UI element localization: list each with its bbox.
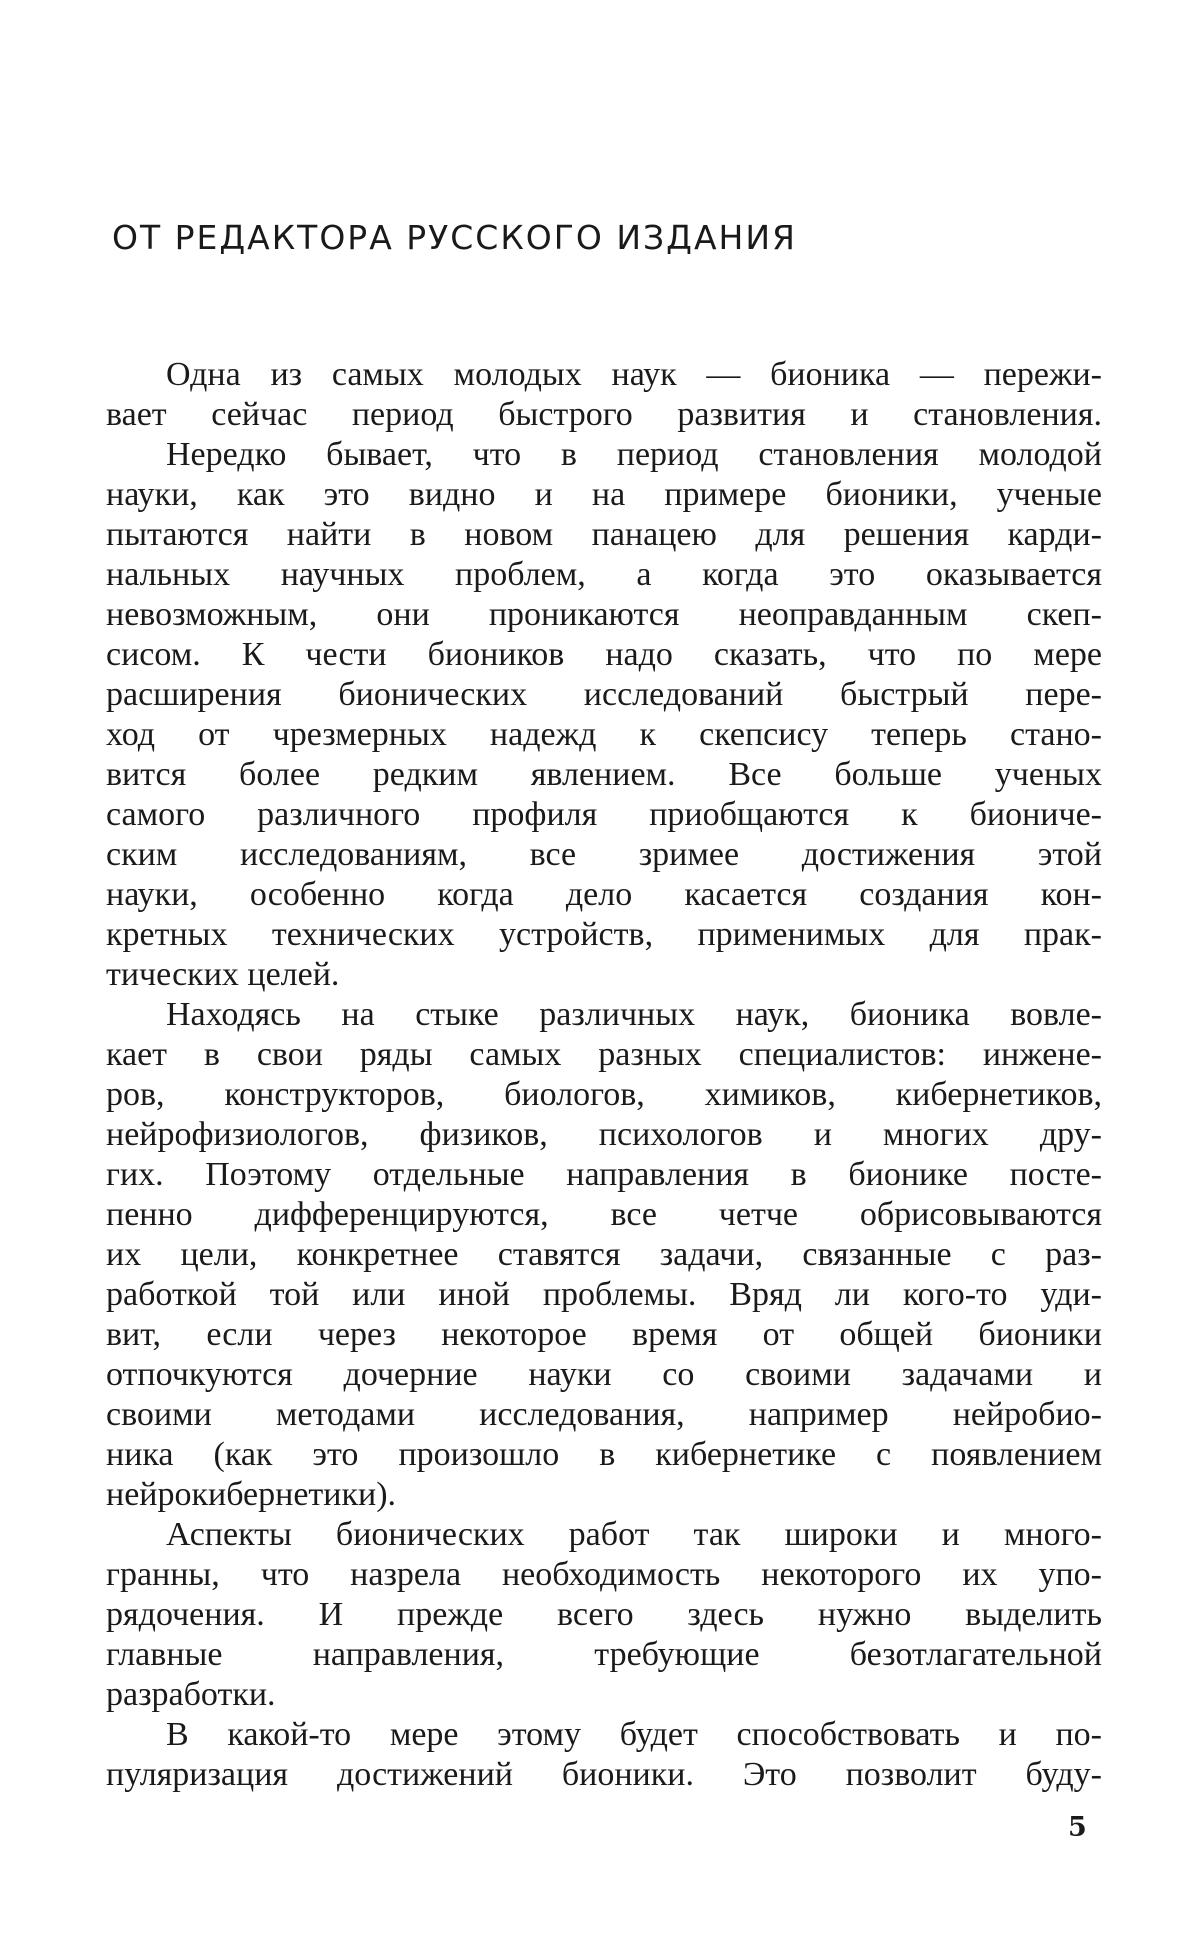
text-line: нейрофизиологов, физиков, психологов и многих дру- [106,1116,1102,1153]
text-line: рядочения. И прежде всего здесь нужно выделить [106,1596,1102,1633]
paragraph-3 [106,995,1102,1515]
text-line: Аспекты бионических работ так широки и много- [166,1516,1102,1553]
text-line: кает в свои ряды самых разных специалистов: инжене- [106,1036,1102,1073]
text-line: ника (как это произошло в кибернетике с появлением [106,1436,1102,1473]
text-line: В какой-то мере этому будет способствовать и по- [166,1716,1102,1753]
text-line: вится более редким явлением. Все больше ученых [106,756,1102,793]
text-line: гих. Поэтому отдельные направления в бионике посте- [106,1156,1102,1193]
body-text [106,355,1102,1795]
paragraph-4 [106,1515,1102,1715]
text-line: науки, особенно когда дело касается создания кон- [106,876,1102,913]
paragraph-1 [106,355,1102,435]
text-line: кретных технических устройств, применимых для прак- [106,916,1102,953]
text-line: Одна из самых молодых наук — бионика — пережи- [166,356,1102,393]
text-line: пенно дифференцируются, все четче обрисовываются [106,1196,1102,1233]
text-line: гранны, что назрела необходимость некоторого их упо- [106,1556,1102,1593]
text-line: вит, если через некоторое время от общей бионики [106,1316,1102,1353]
text-line: своими методами исследования, например нейробио- [106,1396,1102,1433]
text-line: ров, конструкторов, биологов, химиков, кибернетиков, [106,1076,1102,1113]
text-line: самого различного профиля приобщаются к биониче- [106,796,1102,833]
text-line: главные направления, требующие безотлагательной [106,1636,1102,1673]
text-line: пуляризация достижений бионики. Это позволит буду- [106,1756,1102,1793]
text-line: тических целей. [106,956,340,993]
text-line: разработки. [106,1676,276,1713]
text-line: отпочкуются дочерние науки со своими задачами и [106,1356,1102,1393]
text-line: Находясь на стыке различных наук, бионика вовле- [166,996,1102,1033]
chapter-heading: ОТ РЕДАКТОРА РУССКОГО ИЗДАНИЯ [112,218,797,257]
text-line: пытаются найти в новом панацею для решения карди- [106,516,1102,553]
text-line: нальных научных проблем, а когда это оказывается [106,556,1102,593]
text-line: сисом. К чести биоников надо сказать, что по мере [106,636,1102,673]
paragraph-5 [106,1715,1102,1795]
text-line: науки, как это видно и на примере бионики, ученые [106,476,1102,513]
text-line: нейрокибернетики). [106,1476,397,1513]
text-line: работкой той или иной проблемы. Вряд ли кого-то уди- [106,1276,1102,1313]
text-line: ским исследованиям, все зримее достижения этой [106,836,1102,873]
paragraph-2 [106,435,1102,995]
text-line: их цели, конкретнее ставятся задачи, связанные с раз- [106,1236,1102,1273]
text-line: вает сейчас период быстрого развития и становления. [106,396,1102,433]
text-line: расширения бионических исследований быстрый пере- [106,676,1102,713]
text-line: невозможным, они проникаются неоправданным скеп- [106,596,1102,633]
page-number: 5 [1068,1812,1087,1843]
text-line: ход от чрезмерных надежд к скепсису теперь стано- [106,716,1102,753]
text-line: Нередко бывает, что в период становления молодой [166,436,1102,473]
